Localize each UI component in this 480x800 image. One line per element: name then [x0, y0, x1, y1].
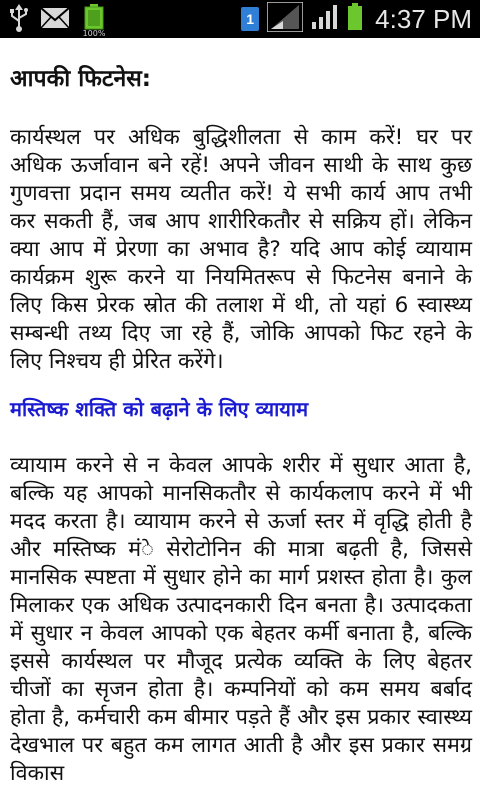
status-bar-right: [241, 0, 472, 38]
article-paragraph: कार्यस्थल पर अधिक बुद्धिशीलता से काम करें! घर पर अधिक ऊर्जावान बने रहें! अपने जीवन साथी के साथ कुछ गुणवत्ता प्रदान समय व्यतीत करें! ये सभी कार्य आप तभी कर सकती हैं, जब आप शारीरिकतौर से सक्रिय हों। लेकिन क्या आप में प्रेरणा का अभाव है? यदि आप कोई व्यायाम कार्यक्रम शुरू करने या नियमितरूप से फिटनेस बनाने के लिए किस प्रेरक स्रोत की तलाश में थी, तो यहां 6 स्वास्थ्य सम्बन्धी तथ्य दिए जा रहे हैं, जोकि आपको फिट रहने के लिए निश्चय ही प्रेरित करेंगे।: [10, 125, 472, 374]
status-bar: [0, 0, 480, 38]
section-heading: मस्तिष्क शक्ति को बढ़ाने के लिए व्यायाम: [10, 397, 309, 421]
sim-icon: 1: [241, 7, 259, 31]
clock: 4:37 PM: [375, 3, 472, 34]
usb-icon: [8, 3, 30, 37]
article-paragraph: व्यायाम करने से न केवल आपके शरीर में सुधार आता है, बल्कि यह आपको मानसिकतौर से कार्यकलाप करने में भी मदद करता है। व्यायाम करने से ऊर्जा स्तर में वृद्धि होती है और मस्तिष्क मंे सेरोटोनिन की मात्रा बढ़ती है, जिससे मानसिक स्पष्टता में सुधार होने का मार्ग प्रशस्त होता है। कुल मिलाकर एक अधिक उत्पादनकारी दिन बनता है। उत्पादकता में सुधार न केवल आपको एक बेहतर कर्मी बनाता है, बल्कि इससे कार्यस्थल पर मौजूद प्रत्येक व्यक्ति के लिए बेहतर चीजों का सृजन होता है। कम्पनियों को कम समय बर्बाद होता है, कर्मचारी कम बीमार पड़ते हैं और इस प्रकार स्वास्थ्य देखभाल पर बहुत कम लागत आती है और इस प्रकार समग्र विकास: [10, 453, 472, 786]
battery-percent-label: 100%: [82, 29, 106, 38]
signal-icon: [267, 2, 303, 36]
signal-icon: [311, 4, 339, 34]
article: [10, 64, 472, 788]
article-title: आपकी फिटनेस:: [10, 66, 151, 92]
status-bar-left: [8, 3, 108, 37]
message-icon: [40, 7, 70, 33]
battery-full-icon: [80, 4, 108, 36]
battery-icon: [347, 3, 363, 35]
